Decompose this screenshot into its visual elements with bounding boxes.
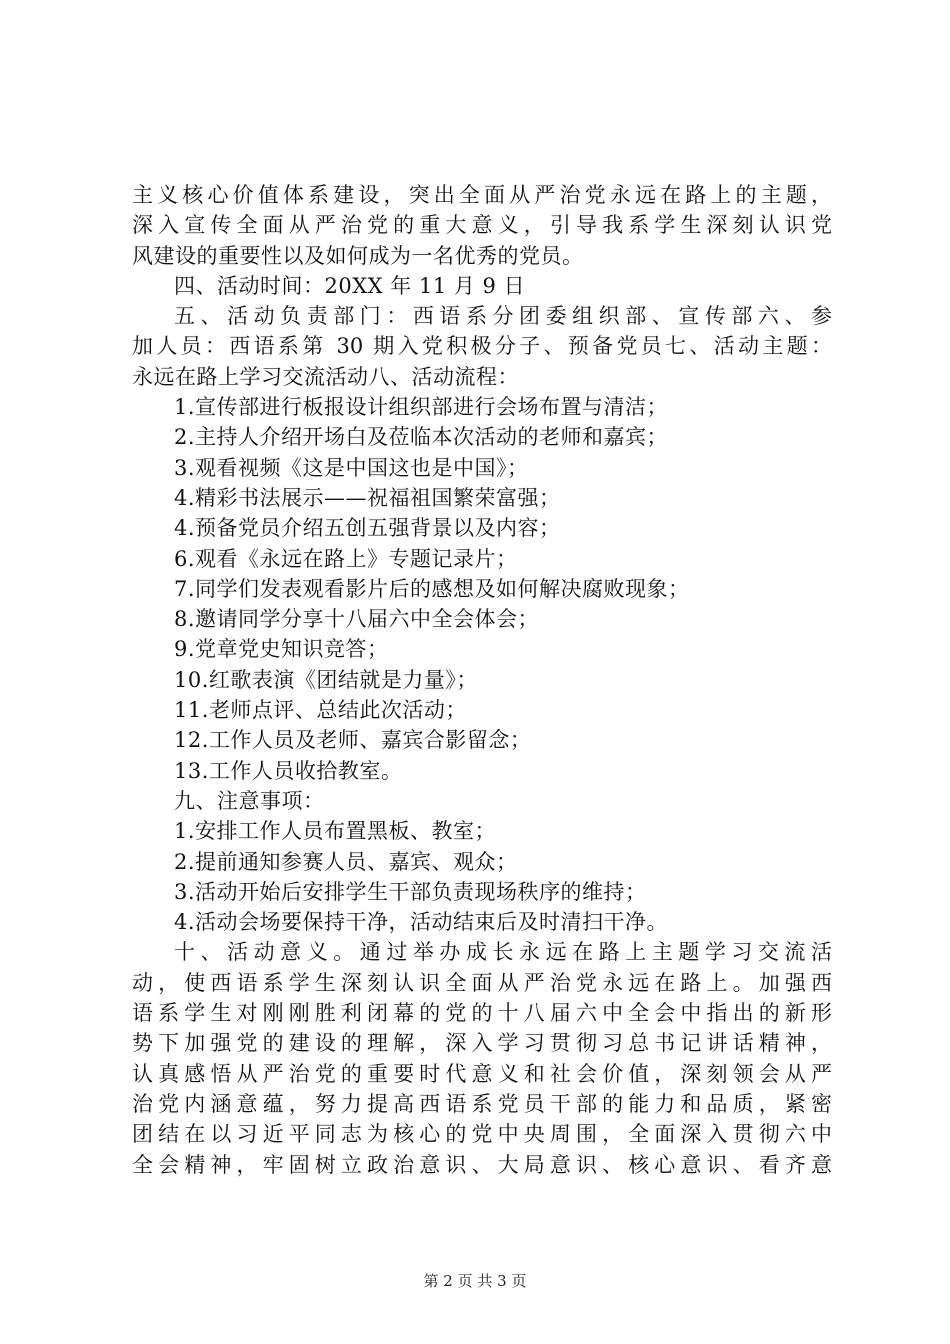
list-item: 7.同学们发表观看影片后的感想及如何解决腐败现象； [174, 576, 690, 601]
text-line: 深入宣传全面从严治党的重大意义，引导我系学生深刻认识党 [132, 213, 832, 238]
section-heading-notes: 九、注意事项： [174, 788, 325, 813]
text-line: 治党内涵意蕴，努力提高西语系党员干部的能力和品质，紧密 [132, 1091, 832, 1116]
text-line: 动，使西语系学生深刻认识全面从严治党永远在路上。加强西 [132, 970, 832, 995]
text-line: 主义核心价值体系建设，突出全面从严治党永远在路上的主题， [132, 183, 832, 207]
list-item: 8.邀请同学分享十八届六中全会体会； [174, 607, 540, 632]
section-heading-time: 四、活动时间：20XX 年 11 月 9 日 [174, 273, 526, 298]
list-item: 2.提前通知参赛人员、嘉宾、观众； [174, 849, 518, 874]
list-item: 3.观看视频《这是中国这也是中国》； [174, 455, 529, 480]
section-heading-significance: 十、活动意义。通过举办成长永远在路上主题学习交流活 [174, 940, 832, 965]
list-item: 12.工作人员及老师、嘉宾合影留念； [174, 728, 532, 753]
text-line: 认真感悟从严治党的重要时代意义和社会价值，深刻领会从严 [132, 1061, 832, 1086]
list-item: 11.老师点评、总结此次活动； [174, 698, 467, 723]
list-item: 10.红歌表演《团结就是力量》； [174, 667, 478, 692]
list-item: 1.安排工作人员布置黑板、教室； [174, 819, 497, 844]
section-heading-department: 五、活动负责部门：西语系分团委组织部、宣传部六、参 [174, 304, 832, 329]
list-item: 13.工作人员收拾教室。 [174, 758, 403, 783]
text-line: 永远在路上学习交流活动八、活动流程： [132, 364, 519, 389]
list-item: 9.党章党史知识竞答； [174, 637, 389, 662]
list-item: 4.精彩书法展示——祝福祖国繁荣富强； [174, 485, 561, 510]
text-line: 团结在以习近平同志为核心的党中央周围，全面深入贯彻六中 [132, 1122, 832, 1147]
list-item: 4.预备党员介绍五创五强背景以及内容； [174, 516, 561, 541]
text-line: 加人员：西语系第 30 期入党积极分子、预备党员七、活动主题： [132, 334, 832, 359]
text-line: 全会精神，牢固树立政治意识、大局意识、核心意识、看齐意 [132, 1152, 832, 1177]
document-body [132, 180, 832, 1180]
text-line: 势下加强党的建设的理解，深入学习贯彻习总书记讲话精神， [132, 1031, 832, 1056]
list-item: 1.宣传部进行板报设计组织部进行会场布置与清洁； [174, 395, 669, 420]
list-item: 3.活动开始后安排学生干部负责现场秩序的维持； [174, 879, 647, 904]
list-item: 6.观看《永远在路上》专题记录片； [174, 546, 518, 571]
list-item: 2.主持人介绍开场白及莅临本次活动的老师和嘉宾； [174, 425, 669, 450]
page-number-footer: 第 2 页 共 3 页 [423, 1272, 527, 1290]
text-line: 语系学生对刚刚胜利闭幕的党的十八届六中全会中指出的新形 [132, 1001, 832, 1026]
text-line: 风建设的重要性以及如何成为一名优秀的党员。 [132, 243, 584, 268]
list-item: 4.活动会场要保持干净，活动结束后及时清扫干净。 [174, 910, 669, 935]
